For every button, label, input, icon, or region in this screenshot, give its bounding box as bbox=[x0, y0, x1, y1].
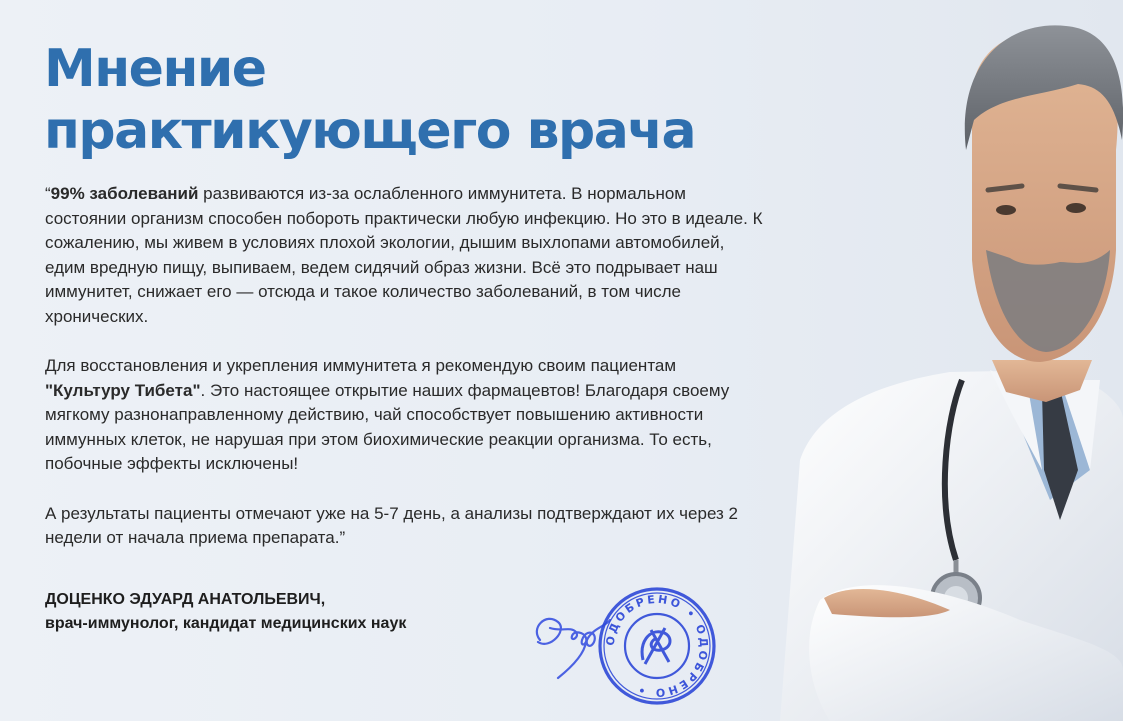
open-quote-mark: “ bbox=[45, 184, 51, 203]
author-name: ДОЦЕНКО ЭДУАРД АНАТОЛЬЕВИЧ, bbox=[45, 591, 326, 608]
product-name: "Культуру Тибета" bbox=[45, 380, 201, 400]
doctor-photo bbox=[760, 0, 1123, 721]
quote-paragraph-3: А результаты пациенты отмечают уже на 5-7 день, а анализы подтверждают их через 2 недели от начала приема препарата.” bbox=[45, 503, 738, 547]
quote-paragraph-1 bbox=[45, 182, 765, 329]
approval-stamp bbox=[595, 584, 719, 708]
stamp-text: ОДОБРЕНО • ОДОБРЕНО • bbox=[603, 592, 711, 700]
quote-highlight-percent: 99% заболеваний bbox=[50, 184, 199, 203]
doctor-quote bbox=[45, 182, 765, 576]
author-block bbox=[45, 588, 406, 636]
page-title bbox=[44, 38, 695, 162]
quote-paragraph-2 bbox=[45, 354, 765, 477]
quote-paragraph-2-end: . Это настоящее открытие наших фармацевтов! Благодаря своему мягкому разнонаправленному действию, чай способствует повышению активности иммунных клеток, не нарушая при этом биохимические реакции организма. То есть, побочные эффекты исключены! bbox=[45, 380, 730, 473]
title-line-1: Мнение bbox=[44, 39, 266, 99]
author-title: врач-иммунолог, кандидат медицинских наук bbox=[45, 615, 407, 632]
title-line-2: практикующего врача bbox=[44, 101, 696, 161]
quote-paragraph-1-text: развиваются из-за ослабленного иммунитета. В нормальном состоянии организм способен побороть практически любую инфекцию. Но это в идеале. К сожалению, мы живем в условиях плохой экологии, дышим выхлопами автомобилей, едим вредную пищу, выпиваем, ведем сидячий образ жизни. Всё это подрывает наш иммунитет, снижает его — отсюда и такое количество заболеваний, в том числе хронических. bbox=[45, 184, 763, 326]
quote-paragraph-2-start: Для восстановления и укрепления иммунитета я рекомендую своим пациентам bbox=[45, 356, 677, 375]
